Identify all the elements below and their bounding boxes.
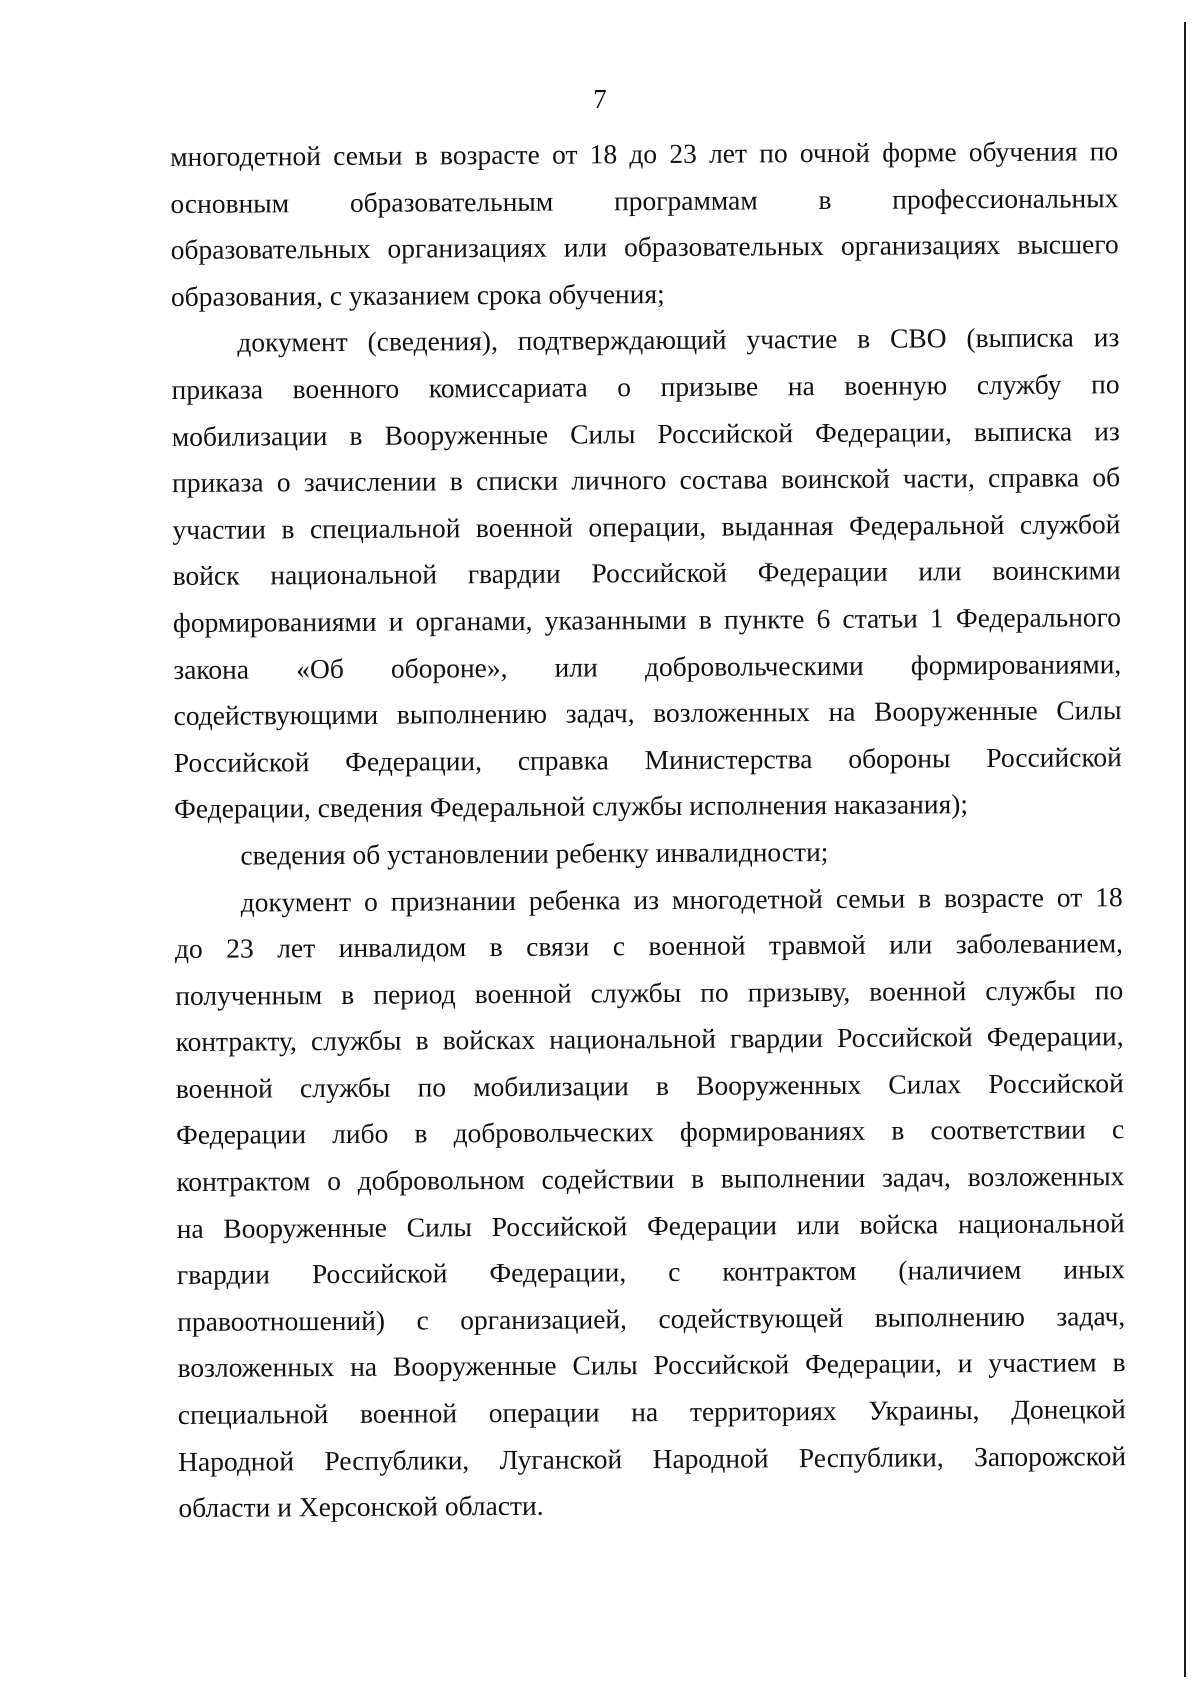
paragraph-1	[170, 128, 1119, 320]
text-line: сведения об установлении ребенку инвалидности;	[240, 835, 829, 871]
text-line: Российской Федерации, справка Министерства обороны Российской	[173, 740, 1122, 778]
text-line: возложенных на Вооруженные Силы Российской Федерации, и участием в	[177, 1346, 1126, 1384]
paragraph-3	[174, 827, 1122, 879]
text-line: закона «Об обороне», или добровольческими формированиями,	[173, 647, 1122, 685]
text-line: многодетной семьи в возрасте от 18 до 23 лет по очной форме обучения по	[170, 135, 1119, 172]
paragraph-4	[175, 874, 1127, 1532]
text-line: участии в специальной военной операции, выданная Федеральной службой	[172, 507, 1121, 545]
text-line: приказа военного комиссариата о призыве на военную службу по	[171, 368, 1120, 405]
text-line: документ (сведения), подтверждающий участие в СВО (выписка из	[237, 321, 1120, 358]
text-line: содействующими выполнению задач, возложенных на Вооруженные Силы	[173, 694, 1122, 732]
text-line: контрактом о добровольном содействии в выполнении задач, возложенных	[176, 1160, 1125, 1198]
text-line: военной службы по мобилизации в Вооруженных Силах Российской	[175, 1067, 1124, 1104]
text-line: на Вооруженные Силы Российской Федерации или войска национальной	[176, 1206, 1125, 1244]
text-line: Федерации либо в добровольческих формированиях в соответствии с	[176, 1113, 1125, 1151]
text-line: формированиями и органами, указанными в пункте 6 статьи 1 Федерального	[172, 601, 1122, 638]
page-number: 7	[593, 84, 607, 114]
text-line: основным образовательным программам в профессиональных	[170, 181, 1119, 219]
text-line: гвардии Российской Федерации, с контрактом (наличием иных	[176, 1253, 1126, 1291]
text-line: области и Херсонской области.	[178, 1489, 544, 1524]
text-line: полученным в период военной службы по призыву, военной службы по	[175, 973, 1124, 1011]
page-border-line	[1184, 22, 1186, 1677]
text-line: специальной военной операции на территориях Украины, Донецкой	[177, 1393, 1126, 1431]
text-line: до 23 лет инвалидом в связи с военной травмой или заболеванием,	[174, 927, 1124, 965]
paragraph-2	[171, 315, 1122, 833]
text-line: контракту, службы в войсках национальной гвардии Российской Федерации,	[175, 1020, 1124, 1058]
text-line: образования, с указанием срока обучения;	[170, 277, 665, 312]
text-line: приказа о зачислении в списки личного состава воинской части, справка об	[172, 461, 1121, 499]
text-line: войск национальной гвардии Российской Федерации или воинскими	[172, 554, 1121, 592]
text-line: образовательных организациях или образовательных организациях высшего	[170, 228, 1119, 266]
text-line: правоотношений) с организацией, содействующей выполнению задач,	[177, 1300, 1126, 1337]
document-body	[170, 128, 1127, 1532]
text-line: мобилизации в Вооруженные Силы Российской Федерации, выписка из	[171, 414, 1120, 452]
text-line: Народной Республики, Луганской Народной Республики, Запорожской	[178, 1439, 1127, 1477]
text-line: документ о признании ребенка из многодетной семьи в возрасте от 18	[240, 880, 1123, 918]
text-line: Федерации, сведения Федеральной службы исполнения наказания);	[174, 788, 969, 825]
